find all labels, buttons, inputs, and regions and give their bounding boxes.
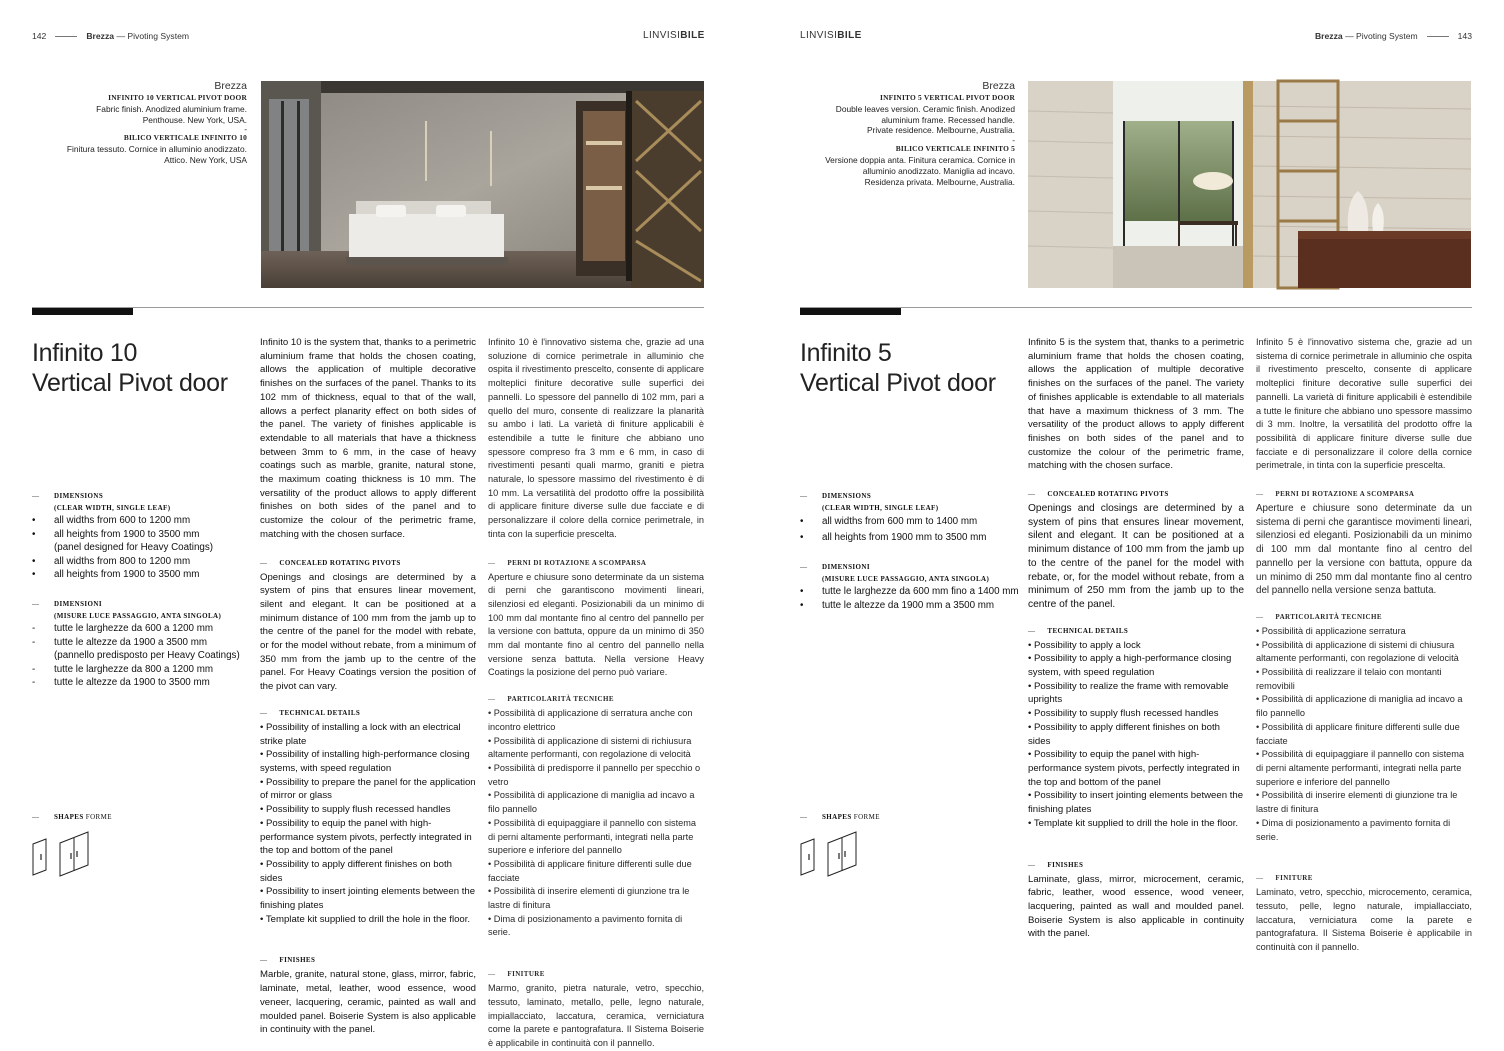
it-intro: Infinito 10 è l'innovativo sistema che, grazie ad una soluzione di cornice perimetrale in alluminio che ospita il rivestimento prescelto, consente di applicare molteplici finiture decorative sulle superfici dei pannelli. Lo spessore del pannello di 102 mm, pari a quello del muro, consente di realizzare la planarità su ambo i lati. La varietà di finiture applicabili è estendibile a tutte le finiture che abbiano uno spessore compreso fra 3 mm e 6 mm, in caso di rivestimenti pesanti quali marmo, graniti e pietra naturale, lo spessore massimo del rivestimento è di 10 mm. La versatilità del prodotto offre la possibilità di applicare finiture diverse sulle due facciate e di personalizzare il colore della cornice perimetrale, in tinta con la superficie prescelta.: [488, 337, 704, 539]
en-pivots-text: Openings and closings are determined by a system of pins that ensures linear movement, silent and elegant. It can be positioned at a minimum distance of 100 mm from the jamb up to the centre of the panel for the model with rebate, or, for the model without rebate, from a minimum of 250 mm from the jamb up to the centre of the panel.: [1028, 503, 1244, 610]
section-bar: [800, 307, 901, 315]
en-tech-heading: TECHNICAL DETAILS: [279, 708, 361, 717]
dimensions-sub: (CLEAR WIDTH, SINGLE LEAF): [822, 504, 939, 512]
it-pivots-text: Aperture e chiusure sono determinate da un sistema di perni che garantiscono movimenti lineari, silenziosi ed eleganti. Posizionabili da un minimo di 100 mm dal montante fino al centro del pannello per la versione con battuta, oppure da un minimo di 350 mm dal montante fino al centro del pannello nella versione senza battuta. Nella versione Heavy Coatings la posizione del perno può variare.: [488, 571, 704, 678]
bullet: •: [800, 516, 804, 527]
dimension-item: [32, 676, 252, 690]
dimensions-block: — DIMENSIONS (CLEAR WIDTH, SINGLE LEAF) • all widths from 600 to 1200 mm • all heights from 1900 to 3500 mm (panel designed for Heavy Coatings) • all widths from 800 to 1200 mm • all heights from 1900 to 3500 mm: [32, 490, 252, 582]
caption-en-subtitle: INFINITO 5 VERTICAL PIVOT DOOR: [880, 93, 1015, 102]
dimension-item: [800, 514, 1025, 530]
dimension-text: (panel designed for Heavy Coatings): [54, 542, 214, 554]
it-tech-heading: PARTICOLARITÀ TECNICHE: [1275, 612, 1382, 621]
en-finishes-heading: FINISHES: [279, 956, 316, 965]
dimension-text: tutte le larghezze da 800 a 1200 mm: [54, 663, 214, 675]
bullet: •: [32, 528, 36, 540]
brand-logo: [800, 30, 862, 41]
dimensioni-heading: DIMENSIONI: [54, 600, 102, 608]
it-pivots-heading: PERNI DI ROTAZIONE A SCOMPARSA: [507, 558, 647, 567]
it-finishes-text: Marmo, granito, pietra naturale, vetro, specchio, tessuto, laminato, metallo, pelle, legno naturale, impiallacciato, laccatura, ceramica, verniciatura come la parete e pantografatura. Il Sistema Boiserie è applicabile in continuità con il pannello.: [488, 983, 704, 1048]
list-item: • Template kit supplied to drill the hole in the floor.: [1028, 817, 1239, 829]
bullet: •: [800, 532, 804, 543]
dimensioni-sub: (MISURE LUCE PASSAGGIO, ANTA SINGOLA): [822, 575, 990, 583]
list-item: • Possibilità di applicare finiture differenti sulle due facciate: [1256, 721, 1460, 746]
bullet: -: [32, 636, 36, 648]
dimension-item: [32, 528, 252, 542]
bullet: •: [800, 599, 804, 611]
list-item: • Possibilità di inserire elementi di giunzione tra le lastre di finitura: [1256, 790, 1458, 815]
list-item: • Possibility to insert jointing elements between the finishing plates: [1028, 790, 1244, 816]
title-line: Infinito 10: [32, 339, 138, 367]
photo-caption: [808, 80, 1015, 187]
bullet: •: [800, 586, 804, 597]
dimension-item: [32, 541, 252, 555]
list-item: • Possibilità di equipaggiare il pannello con sistema di perni altamente performanti, integrati nella parte superiore e inferiore del pannello: [488, 817, 697, 856]
running-head-brand: Brezza: [86, 31, 115, 41]
bullet: •: [32, 555, 36, 567]
list-item: • Possibility to apply different finishes on both sides: [1028, 721, 1220, 747]
en-tech-heading: TECHNICAL DETAILS: [1047, 626, 1129, 635]
dimension-text: all widths from 600 mm to 1400 mm: [822, 516, 978, 527]
running-head-section: — Pivoting System: [1345, 31, 1418, 41]
dimension-text: (pannello predisposto per Heavy Coatings): [54, 650, 240, 662]
caption-en-line: Private residence. Melbourne, Australia.: [866, 125, 1015, 136]
dimensions-sub: (CLEAR WIDTH, SINGLE LEAF): [54, 504, 171, 512]
page-number: 143: [1457, 31, 1472, 41]
logo-bold: BILE: [680, 30, 705, 41]
caption-it-line: alluminio anodizzato. Maniglia ad incavo.: [862, 165, 1015, 176]
double-door-shape-icon: [58, 831, 90, 877]
dimension-text: all heights from 1900 mm to 3500 mm: [822, 532, 987, 543]
bullet: -: [32, 677, 36, 689]
en-finishes-text: Laminate, glass, mirror, microcement, ceramic, fabric, leather, wood essence, wood veneer, lacquering, painted as wall and moulded panel. Boiserie System is also applicable in continuity with the panel.: [1028, 873, 1244, 940]
dimension-text: tutte le larghezze da 600 mm fino a 1400 mm: [822, 586, 1019, 597]
dimension-item: [800, 585, 1025, 599]
dimensioni-block: — DIMENSIONI (MISURE LUCE PASSAGGIO, ANTA SINGOLA) - tutte le larghezze da 600 a 1200 mm - tutte le altezze da 1900 a 3500 mm (pannello predisposto per Heavy Coatings) - tutte le larghezze da 800 a 1200 mm - tutte le altezze da 1900 to 3500 mm: [32, 598, 252, 690]
caption-dash: -: [1012, 135, 1015, 146]
caption-it-subtitle: BILICO VERTICALE INFINITO 5: [895, 144, 1015, 154]
it-finishes-heading: FINITURE: [507, 970, 545, 979]
caption-it-line: Finitura tessuto. Cornice in alluminio anodizzato.: [66, 144, 247, 155]
dimension-text: all widths from 800 to 1200 mm: [54, 555, 191, 567]
list-item: • Possibilità di inserire elementi di giunzione tra le lastre di finitura: [488, 886, 690, 911]
list-item: • Possibilità di applicare finiture differenti sulle due facciate: [488, 858, 692, 883]
list-item: • Template kit supplied to drill the hole in the floor.: [260, 913, 471, 925]
divider: [55, 36, 77, 37]
dimension-text: tutte le larghezze da 600 a 1200 mm: [54, 623, 214, 634]
living-room-photo: [1028, 81, 1471, 288]
list-item: • Possibility to supply flush recessed handles: [1028, 708, 1219, 720]
list-item: • Possibility to prepare the panel for the application of mirror or glass: [260, 776, 476, 802]
section-rule: [800, 307, 1472, 308]
caption-en-line: aluminium frame. Recessed handle.: [881, 114, 1015, 125]
list-item: • Possibility to insert jointing elements between the finishing plates: [260, 886, 476, 912]
list-item: • Possibility to realize the frame with removable uprights: [1028, 680, 1229, 706]
shapes-label: — SHAPES FORME: [800, 813, 880, 821]
shapes-label: — SHAPES FORME: [32, 813, 112, 821]
shapes-heading: SHAPES: [54, 813, 84, 821]
logo-bold: BILE: [837, 30, 862, 41]
logo-light: LINVISI: [800, 30, 838, 41]
dimensions-heading: DIMENSIONS: [54, 492, 104, 500]
it-intro: Infinito 5 è l'innovativo sistema che, grazie ad un sistema di cornice perimetrale in alluminio che ospita il rivestimento prescelto, consente di applicare molteplici finiture decorative sulle superfici dei pannelli. La varietà di finiture applicabili è estendibile a tutte le finiture che abbiano uno spessore massimo di 3 mm. Inoltre, la versatilità del prodotto offre la possibilità di applicare finiture diverse sulle due facciate e di personalizzare il colore della cornice perimetrale, in tinta con la superficie prescelta.: [1256, 337, 1472, 471]
dimensioni-sub: (MISURE LUCE PASSAGGIO, ANTA SINGOLA): [54, 612, 222, 620]
list-item: • Possibility of installing high-performance closing systems, with speed regulation: [260, 749, 470, 774]
running-head-left: [32, 31, 189, 41]
caption-title: Brezza: [982, 80, 1015, 92]
english-column: Infinito 5 is the system that, thanks to a perimetric aluminium frame that holds the chosen coating, allows the application of multiple decorative finishes on the surfaces of the panel. The variety of finishes applicable is extendable to all materials that have a maximum thickness of 3 mm. The versatility of the product allows to apply different finishes on both sides of the panel and to customize the colour of the perimetric frame, matching with the chosen surface. — CONCEALED ROTATING PIVOTS Openings and closings are determined by a system of pins that ensures linear movement, silent and elegant. It can be positioned at a minimum distance of 100 mm from the jamb up to the centre of the panel for the model with rebate, or, for the model without rebate, from a minimum of 250 mm from the jamb up to the centre of the panel. — TECHNICAL DETAILS • Possibility to apply a lock • Possibility to apply a high-performance closing system, with speed regulation • Possibility to realize the frame with removable uprights • Possibility to supply flush recessed handles • Possibility to apply different finishes on both sides • Possibility to equip the panel with high-performance system pivots, perfectly integrated in the top and bottom of the panel • Possibility to insert jointing elements between the finishing plates • Template kit supplied to drill the hole in the floor. — FINISHES Laminate, glass, mirror, microcement, ceramic, fabric, leather, wood essence, wood veneer, lacquering, painted as wall and moulded panel. Boiserie System is also applicable in continuity with the panel.: [1028, 337, 1244, 940]
caption-en-line: Double leaves version. Ceramic finish. Anodized: [835, 103, 1015, 114]
caption-en-subtitle: INFINITO 10 VERTICAL PIVOT DOOR: [108, 93, 247, 102]
en-intro: Infinito 5 is the system that, thanks to a perimetric aluminium frame that holds the chosen coating, allows the application of multiple decorative finishes on the surfaces of the panel. The variety of finishes applicable is extendable to all materials that have a maximum thickness of 3 mm. The versatility of the product allows to apply different finishes on both sides of the panel and to customize the colour of the perimetric frame, matching with the chosen surface.: [1028, 337, 1244, 472]
list-item: • Possibility to apply a lock: [1028, 639, 1141, 651]
en-intro: Infinito 10 is the system that, thanks to a perimetric aluminium frame that holds the chosen coating, allows the application of multiple decorative finishes on the surfaces of the panel. Thanks to its 102 mm of thickness, equal to that of the wall, allows a perfect planarity effect on both sides of the panel. The variety of finishes applicable is extendable to all materials that have a thickness between 3mm to 6 mm, in the case of heavy coatings such as marble, granite, natural stone, the maximum coating thickness is 10 mm. The versatility of the product allows to apply different finishes on both sides of the panel and to customize the colour of the perimetric frame, matching with the chosen surface.: [260, 337, 476, 540]
italian-column: Infinito 10 è l'innovativo sistema che, grazie ad una soluzione di cornice perimetrale in alluminio che ospita il rivestimento prescelto, consente di applicare molteplici finiture decorative sulle superfici dei pannelli. Lo spessore del pannello di 102 mm, pari a quello del muro, consente di realizzare la planarità su ambo i lati. La varietà di finiture applicabili è estendibile a tutte le finiture che abbiano uno spessore compreso fra 3 mm e 6 mm, in caso di rivestimenti pesanti quali marmo, graniti e pietra naturale, lo spessore massimo del rivestimento è di 10 mm. La versatilità del prodotto offre la possibilità di applicare finiture diverse sulle due facciate e di personalizzare il colore della cornice perimetrale, in tinta con la superficie prescelta. — PERNI DI ROTAZIONE A SCOMPARSA Aperture e chiusure sono determinate da un sistema di perni che garantiscono movimenti lineari, silenziosi ed eleganti. Posizionabili da un minimo di 100 mm dal montante fino al centro del pannello per la versione con battuta, oppure da un minimo di 350 mm dal montante fino al centro del pannello nella versione senza battuta. Nella versione Heavy Coatings la posizione del perno può variare. — PARTICOLARITÀ TECNICHE • Possibilità di applicazione di serratura anche con incontro elettrico • Possibilità di applicazione di sistemi di richiusura altamente performanti, con regolazione di velocità • Possibilità di predisporre il pannello per specchio o vetro • Possibilità di applicazione di maniglia ad incavo a filo pannello • Possibilità di equipaggiare il pannello con sistema di perni altamente performanti, integrati nella parte superiore e inferiore del pannello • Possibilità di applicare finiture differenti sulle due facciate • Possibilità di inserire elementi di giunzione tra le lastre di finitura • Dima di posizionamento a pavimento fornita di serie. — FINITURE Marmo, granito, pietra naturale, vetro, specchio, tessuto, laminato, metallo, pelle, legno naturale, impiallacciato, laccatura, ceramica, verniciatura come la parete e pantografatura. Il Sistema Boiserie è applicabile in continuità con il pannello.: [488, 336, 704, 1051]
caption-en-line: Penthouse. New York, USA.: [142, 114, 247, 125]
en-pivots-heading: CONCEALED ROTATING PIVOTS: [1047, 490, 1169, 499]
list-item: • Possibility to apply different finishes on both sides: [260, 858, 452, 884]
dimension-item: [32, 555, 252, 569]
forme-heading: FORME: [85, 813, 112, 821]
caption-it-line: Residenza privata. Melbourne, Australia.: [864, 176, 1015, 187]
dimension-item: [32, 663, 252, 677]
dimension-item: [32, 514, 252, 528]
logo-light: LINVISI: [643, 30, 681, 41]
double-door-shape-icon: [826, 831, 858, 877]
list-item: • Possibility of installing a lock with an electrical strike plate: [260, 721, 461, 747]
product-title: [32, 338, 252, 398]
dimensioni-block: — DIMENSIONI (MISURE LUCE PASSAGGIO, ANTA SINGOLA) • tutte le larghezze da 600 mm fino a 1400 mm • tutte le altezze da 1900 mm a 3500 mm: [800, 561, 1025, 612]
single-door-shape-icon: [31, 838, 49, 876]
list-item: • Dima di posizionamento a pavimento fornita di serie.: [1256, 817, 1451, 842]
list-item: • Possibilità di equipaggiare il pannello con sistema di perni altamente performanti, integrati nella parte superiore e inferiore del pannello: [1256, 749, 1465, 787]
bullet: •: [32, 569, 36, 581]
running-head-brand: Brezza: [1314, 31, 1343, 41]
it-pivots-heading: PERNI DI ROTAZIONE A SCOMPARSA: [1275, 490, 1415, 499]
english-column: Infinito 10 is the system that, thanks to a perimetric aluminium frame that holds the chosen coating, allows the application of multiple decorative finishes on the surfaces of the panel. Thanks to its 102 mm of thickness, equal to that of the wall, allows a perfect planarity effect on both sides of the panel. The variety of finishes applicable is extendable to all materials that have a thickness between 3mm to 6 mm, in the case of heavy coatings such as marble, granite, natural stone, the maximum coating thickness is 10 mm. The versatility of the product allows to apply different finishes on both sides of the panel and to customize the colour of the perimetric frame, matching with the chosen surface. — CONCEALED ROTATING PIVOTS Openings and closings are determined by a system of pins that ensures linear movement, silent and elegant. It can be positioned at a minimum distance of 100 mm from the jamb up to the centre of the panel for the model with rebate, or for the model without rebate, from a minimum of 350 mm from the jamb up to the centre of the panel. For Heavy Coatings version the position of the pivot can vary. — TECHNICAL DETAILS • Possibility of installing a lock with an electrical strike plate • Possibility of installing high-performance closing systems, with speed regulation • Possibility to prepare the panel for the application of mirror or glass • Possibility to supply flush recessed handles • Possibility to equip the panel with high-performance system pivots, perfectly integrated in the top and bottom of the panel • Possibility to apply different finishes on both sides • Possibility to insert jointing elements between the finishing plates • Template kit supplied to drill the hole in the floor. — FINISHES Marble, granite, natural stone, glass, mirror, fabric, laminate, metal, leather, wood essence, wood veneer, lacquering, ceramic, painted as wall and moulded panel. Boiserie System is also applicable in continuity with the panel.: [260, 337, 476, 1036]
list-item: • Possibility to supply flush recessed handles: [260, 804, 451, 816]
title-line: Vertical Pivot door: [800, 369, 996, 397]
dimension-text: all heights from 1900 to 3500 mm: [54, 528, 200, 540]
running-head-section: — Pivoting System: [116, 31, 190, 41]
list-item: • Possibilità di applicazione di serratura anche con incontro elettrico: [488, 708, 693, 732]
dimension-item: [32, 636, 252, 650]
dimensions-block: — DIMENSIONS (CLEAR WIDTH, SINGLE LEAF) • all widths from 600 mm to 1400 mm • all heights from 1900 mm to 3500 mm: [800, 490, 1025, 546]
en-finishes-heading: FINISHES: [1047, 860, 1084, 869]
dimension-item: [32, 649, 252, 663]
italian-column: Infinito 5 è l'innovativo sistema che, grazie ad un sistema di cornice perimetrale in alluminio che ospita il rivestimento prescelto, consente di applicare molteplici finiture decorative sulle superfici dei pannelli. La varietà di finiture applicabili è estendibile a tutte le finiture che abbiano uno spessore massimo di 3 mm. Inoltre, la versatilità del prodotto offre la possibilità di applicare finiture diverse sulle due facciate e di personalizzare il colore della cornice perimetrale, in tinta con la superficie prescelta. — PERNI DI ROTAZIONE A SCOMPARSA Aperture e chiusure sono determinate da un sistema di perni che garantisce movimenti lineari, silenziosi ed eleganti. Posizionabili da un minimo di 100 mm dal montante fino al centro del pannello per la versione con battuta, oppure da un minimo di 250 mm dal montante fino al centro del pannello nella versione senza battuta. — PARTICOLARITÀ TECNICHE • Possibilità di applicazione serratura • Possibilità di applicazione di sistemi di chiusura altamente performanti, con regolazione di velocità • Possibilità di realizzare il telaio con montanti removibili • Possibilità di applicazione di maniglia ad incavo a filo pannello • Possibilità di applicare finiture differenti sulle due facciate • Possibilità di equipaggiare il pannello con sistema di perni altamente performanti, integrati nella parte superiore e inferiore del pannello • Possibilità di inserire elementi di giunzione tra le lastre di finitura • Dima di posizionamento a pavimento fornita di serie. — FINITURE Laminato, vetro, specchio, microcemento, ceramica, tessuto, pelle, legno naturale, impiallacciato, laccatura, verniciatura come la parete e pantografatura. Il Sistema Boiserie è applicabile in continuità con il pannello.: [1256, 336, 1472, 955]
dimension-text: tutte le altezze da 1900 to 3500 mm: [54, 677, 210, 689]
caption-it-subtitle: BILICO VERTICALE INFINITO 10: [123, 133, 247, 143]
dimension-item: [800, 599, 1025, 613]
en-pivots-text: Openings and closings are determined by a system of pins that ensures linear movement, silent and elegant. It can be positioned at a minimum distance of 100 mm from the jamb up to the centre of the panel for the model with rebate, or for the model without rebate, from a minimum of 350 mm from the jamb up to the centre of the panel. For Heavy Coatings version the position of the pivot can vary.: [260, 571, 476, 693]
dimension-item: [32, 622, 252, 636]
single-door-shape-icon: [799, 838, 817, 876]
list-item: • Possibility to equip the panel with high-performance system pivots, perfectly integrated in the top and bottom of the panel: [1028, 749, 1240, 788]
it-tech-heading: PARTICOLARITÀ TECNICHE: [507, 695, 614, 704]
dimensioni-heading: DIMENSIONI: [822, 563, 870, 571]
list-item: • Possibility to apply a high-performance closing system, with speed regulation: [1028, 653, 1232, 679]
bullet: -: [32, 663, 36, 675]
list-item: • Possibilità di realizzare il telaio con montanti removibili: [1256, 667, 1442, 691]
it-pivots-text: Aperture e chiusure sono determinate da un sistema di perni che garantisce movimenti lineari, silenziosi ed eleganti. Posizionabili da un minimo di 100 mm dal montante fino al centro del pannello per la versione con battuta, oppure da un minimo di 250 mm dal montante fino al centro del pannello nella versione senza battuta.: [1256, 503, 1472, 597]
title-line: Infinito 5: [800, 339, 892, 367]
list-item: • Possibilità di predisporre il pannello per specchio o vetro: [488, 762, 701, 787]
page-number: 142: [32, 31, 47, 41]
caption-it-line: Attico. New York, USA: [164, 154, 247, 165]
product-title: [800, 338, 1020, 398]
dimension-text: all widths from 600 to 1200 mm: [54, 515, 191, 526]
caption-dash: -: [244, 124, 247, 135]
shapes-heading: SHAPES: [822, 813, 852, 821]
dimension-item: [32, 568, 252, 582]
brand-logo: [643, 30, 705, 41]
dimension-text: tutte le altezze da 1900 a 3500 mm: [54, 636, 208, 648]
forme-heading: FORME: [853, 813, 880, 821]
it-finishes-heading: FINITURE: [1275, 874, 1313, 883]
list-item: • Possibilità di applicazione serratura: [1256, 625, 1406, 636]
running-head-right: [1315, 31, 1472, 41]
caption-title: Brezza: [214, 80, 247, 92]
bullet: -: [32, 623, 36, 634]
dimension-text: all heights from 1900 to 3500 mm: [54, 569, 200, 581]
list-item: • Possibilità di applicazione di sistemi di chiusura altamente performanti, con regolazione di velocità: [1256, 639, 1459, 664]
section-bar: [32, 307, 133, 315]
list-item: • Possibilità di applicazione di maniglia ad incavo a filo pannello: [1256, 694, 1463, 719]
caption-it-line: Versione doppia anta. Finitura ceramica. Cornice in: [825, 154, 1015, 165]
title-line: Vertical Pivot door: [32, 369, 228, 397]
photo-caption: [40, 80, 247, 166]
caption-en-line: Fabric finish. Anodized aluminium frame.: [96, 103, 247, 114]
dimension-text: tutte le altezze da 1900 mm a 3500 mm: [822, 599, 995, 611]
list-item: • Possibilità di applicazione di sistemi di richiusura altamente performanti, con regolazione di velocità: [488, 735, 692, 760]
list-item: • Possibility to equip the panel with high-performance system pivots, perfectly integrated in the top and bottom of the panel: [260, 817, 472, 857]
divider: [1427, 36, 1449, 37]
list-item: • Dima di posizionamento a pavimento fornita di serie.: [488, 913, 683, 938]
en-pivots-heading: CONCEALED ROTATING PIVOTS: [279, 558, 401, 567]
bullet: •: [32, 515, 36, 526]
section-rule: [32, 307, 704, 308]
en-finishes-text: Marble, granite, natural stone, glass, mirror, fabric, laminate, metal, leather, wood essence, wood veneer, lacquering, ceramic, painted as wall and moulded panel. Boiserie System is also applicable in continuity with the panel.: [260, 969, 476, 1036]
it-finishes-text: Laminato, vetro, specchio, microcemento, ceramica, tessuto, pelle, legno naturale, impiallacciato, laccatura, verniciatura come la parete e pantografatura. Il Sistema Boiserie è applicabile in continuità con il pannello.: [1256, 887, 1472, 953]
list-item: • Possibilità di applicazione di maniglia ad incavo a filo pannello: [488, 790, 695, 815]
dimension-item: [800, 530, 1025, 546]
dimensions-heading: DIMENSIONS: [822, 492, 872, 500]
bedroom-photo: [261, 81, 704, 288]
